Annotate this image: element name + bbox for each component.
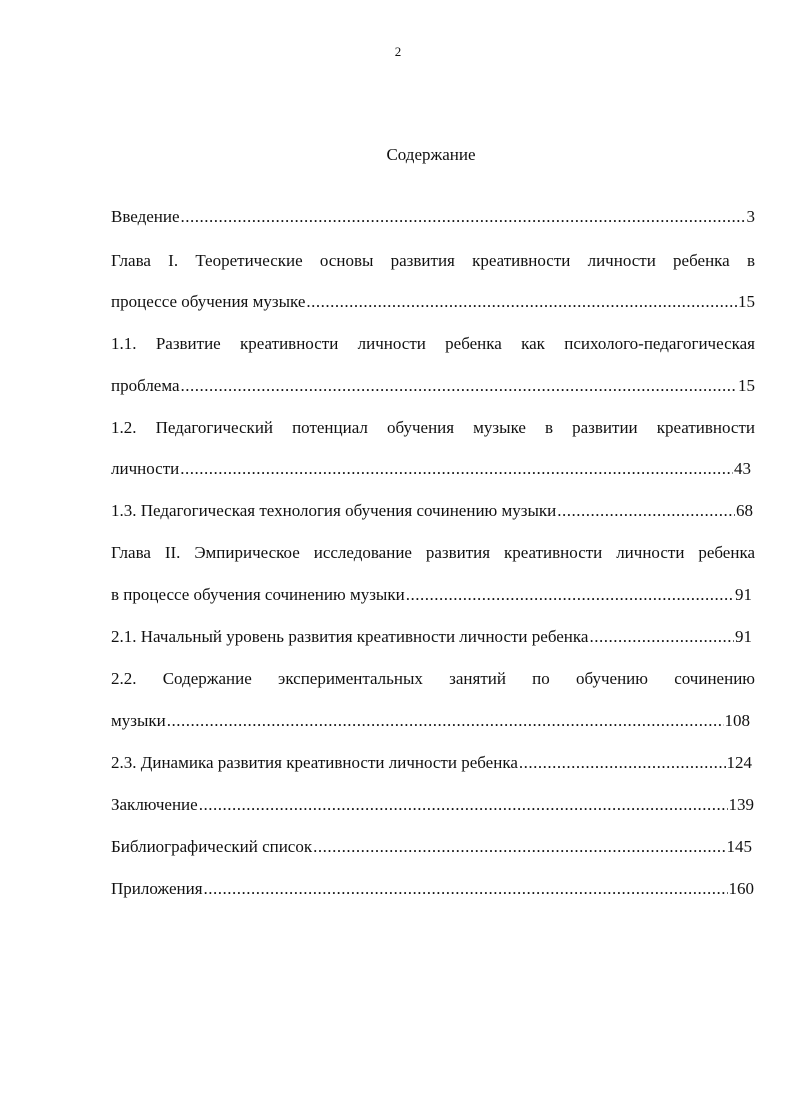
- toc-entry-title: 2.1. Начальный уровень развития креативности личности ребенка: [111, 627, 589, 646]
- dot-leader: [313, 836, 725, 858]
- toc-entry-chapter-2-line-1: Глава II. Эмпирическое исследование развития креативности личности ребенка: [111, 543, 755, 562]
- toc-page-number: 108: [724, 711, 750, 730]
- dot-leader: [589, 626, 734, 648]
- toc-page-number: 124: [726, 753, 752, 772]
- toc-entry-section-2-1: [111, 626, 752, 648]
- toc-page-number: 3: [746, 207, 755, 226]
- toc-entry-section-1-3: [111, 500, 753, 522]
- page-title: Содержание: [386, 145, 476, 164]
- toc-entry-section-1-1-line-2: [111, 375, 755, 397]
- dot-leader: [519, 752, 726, 774]
- toc-entry-chapter-1-line-2: [111, 291, 755, 313]
- dot-leader: [181, 206, 746, 228]
- toc-entry-title: Библиографический список: [111, 837, 313, 856]
- toc-entry-title: музыки: [111, 711, 166, 730]
- toc-entry-conclusion: [111, 794, 754, 816]
- dot-leader: [204, 878, 728, 900]
- toc-entry-chapter-1-line-1: Глава I. Теоретические основы развития креативности личности ребенка в: [111, 251, 755, 270]
- toc-entry-section-2-2-line-1: 2.2. Содержание экспериментальных занятий по обучению сочинению: [111, 669, 755, 688]
- toc-entry-title: процессе обучения музыке: [111, 292, 306, 311]
- toc-entry-section-2-3: [111, 752, 752, 774]
- toc-entry-title: в процессе обучения сочинению музыки: [111, 585, 405, 604]
- toc-entry-title: Введение: [111, 207, 180, 226]
- dot-leader: [557, 500, 735, 522]
- toc-entry-title: Заключение: [111, 795, 198, 814]
- dot-leader: [306, 291, 737, 313]
- toc-entry-title: 2.3. Динамика развития креативности личности ребенка: [111, 753, 518, 772]
- toc-entry-bibliography: [111, 836, 752, 858]
- toc-page-number: 68: [736, 501, 753, 520]
- dot-leader: [167, 710, 724, 732]
- toc-entry-title: Приложения: [111, 879, 203, 898]
- toc-entry-appendices: [111, 878, 754, 900]
- dot-leader: [406, 584, 734, 606]
- toc-page-number: 139: [728, 795, 754, 814]
- toc-entry-section-1-2-line-2: [111, 458, 751, 480]
- toc-page-number: 160: [728, 879, 754, 898]
- toc-entry-title: личности: [111, 459, 180, 478]
- toc-page-number: 91: [735, 585, 752, 604]
- toc-entry-section-2-2-line-2: [111, 710, 750, 732]
- page-number: 2: [394, 44, 402, 59]
- dot-leader: [180, 458, 733, 480]
- toc-entry-title: проблема: [111, 376, 180, 395]
- toc-page-number: 15: [738, 376, 755, 395]
- toc-entry-section-1-1-line-1: 1.1. Развитие креативности личности ребенка как психолого-педагогическая: [111, 334, 755, 353]
- toc-page-number: 91: [735, 627, 752, 646]
- toc-entry-chapter-2-line-2: [111, 584, 752, 606]
- dot-leader: [181, 375, 737, 397]
- toc-entry-intro: [111, 206, 755, 228]
- toc-entry-section-1-2-line-1: 1.2. Педагогический потенциал обучения музыке в развитии креативности: [111, 418, 755, 437]
- toc-page-number: 145: [726, 837, 752, 856]
- toc-page-number: 15: [738, 292, 755, 311]
- dot-leader: [199, 794, 728, 816]
- toc-page-number: 43: [734, 459, 751, 478]
- toc-entry-title: 1.3. Педагогическая технология обучения сочинению музыки: [111, 501, 557, 520]
